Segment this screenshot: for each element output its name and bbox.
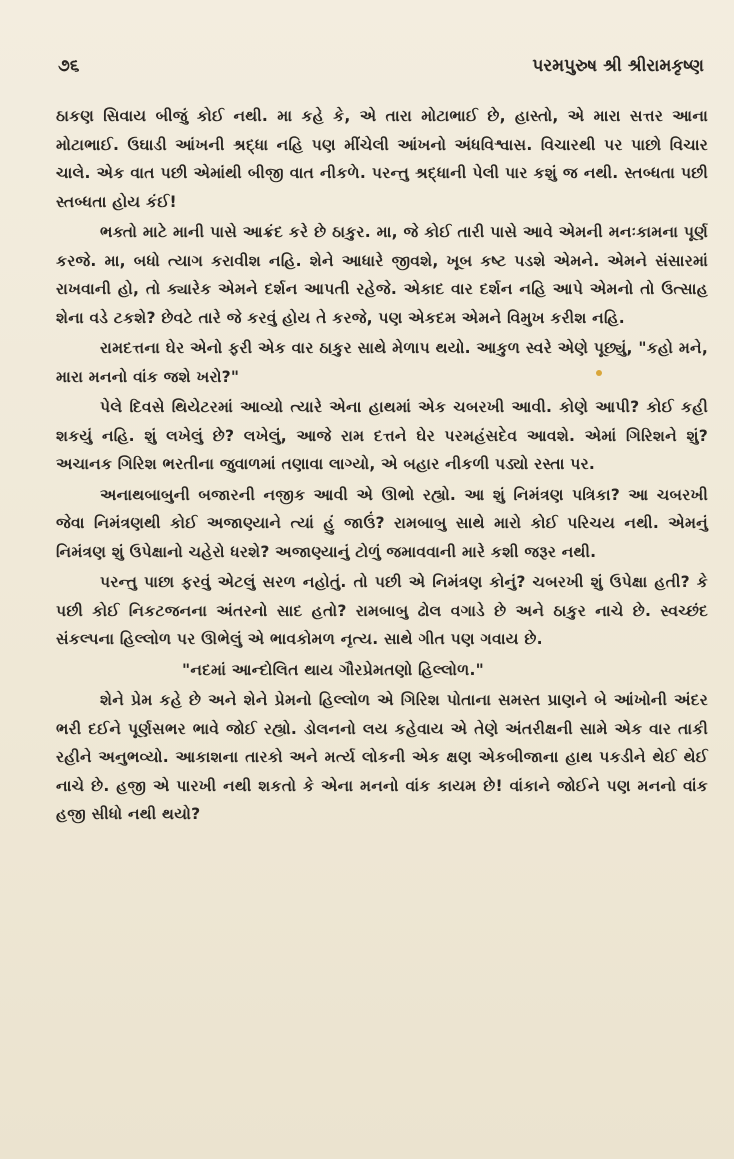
- paragraph-6: પરન્તુ પાછા ફરવું એટલું સરળ નહોતું. તો પછી એ નિમંત્રણ કોનું? ચબરખી શું ઉપેક્ષા હતી? કે પછી કોઈ નિકટજનના અંતરનો સાદ હતો? રામબાબુ ઢોલ વગાડે છે અને ઠાકુર નાચે છે. સ્વચ્છંદ સંકલ્પના હિલ્લોળ પર ઊભેલું એ ભાવકોમળ નૃત્ય. સાથે ગીત પણ ગવાય છે.: [56, 573, 708, 648]
- page-header: [58, 56, 704, 86]
- paragraph-1: ઠાકણ સિવાય બીજું કોઈ નથી. મા કહે કે, એ તારા મોટાભાઈ છે, હાસ્તો, એ મારા સત્તર આના મોટાભાઈ. ઉઘાડી આંખની શ્રદ્ધા નહિ પણ મીંચેલી આંખનો અંધવિશ્વાસ. વિચારથી પર પાછો વિચાર ચાલે. એક વાત પછી એમાંથી બીજી વાત નીકળે. પરન્તુ શ્રદ્ધાની પેલી પાર કશું જ નથી. સ્તબ્ધતા પછી સ્તબ્ધતા હોય કંઈ!: [56, 107, 708, 211]
- paragraph-4: પેલે દિવસે થિયેટરમાં આવ્યો ત્યારે એના હાથમાં એક ચબરખી આવી. કોણે આપી? કોઈ કહી શકયું નહિ. શું લખેલું છે? લખેલું, આજે રામ દત્તને ઘેર પરમહંસદેવ આવશે. એમાં ગિરિશને શું? અચાનક ગિરિશ ભરતીના જુવાળમાં તણાવા લાગ્યો, એ બહાર નીકળી પડ્યો રસ્તા પર.: [56, 398, 708, 473]
- song-quote: "નદમાં આન્દોલિત થાય ગૌરપ્રેમતણો હિલ્લોળ.": [182, 660, 484, 679]
- paragraph-3: રામદત્તના ઘેર એનો ફરી એક વાર ઠાકુર સાથે મેળાપ થયો. આકુળ સ્વરે એણે પૂછ્યું, "કહો મને, મારા મનનો વાંક જશે ખરો?": [56, 339, 708, 386]
- page-number: ૭૬: [58, 56, 80, 76]
- paragraph-2: ભક્તો માટે માની પાસે આક્રંદ કરે છે ઠાકુર. મા, જે કોઈ તારી પાસે આવે એમની મનઃકામના પૂર્ણ કરજે. મા, બધો ત્યાગ કરાવીશ નહિ. શેને આધારે જીવશે, ખૂબ કષ્ટ પડશે એમને. એમને સંસારમાં રાખવાની હો, તો ક્યારેક એમને દર્શન આપતી રહેજે. એકાદ વાર દર્શન નહિ આપે એમનો તો ઉત્સાહ શેના વડે ટકશે? છેવટે તારે જે કરવું હોય તે કરજે, પણ એકદમ એમને વિમુખ કરીશ નહિ.: [56, 223, 708, 327]
- ink-speck: [596, 370, 602, 376]
- paragraph-7: શેને પ્રેમ કહે છે અને શેને પ્રેમનો હિલ્લોળ એ ગિરિશ પોતાના સમસ્ત પ્રાણને બે આંખોની અંદર ભરી દઈને પૂર્ણસભર ભાવે જોઈ રહ્યો. ડોલનનો લય કહેવાય એ તેણે અંતરીક્ષની સામે એક વાર તાકી રહીને અનુભવ્યો. આકાશના તારકો અને મર્ત્ય લોકની એક ક્ષણ એકબીજાના હાથ પકડીને થેઈ થેઈ નાચે છે. હજી એ પારખી નથી શકતો કે એના મનનો વાંક કાયમ છે! વાંકાને જોઈને પણ મનનો વાંક હજી સીધો નથી થયો?: [56, 691, 708, 823]
- paragraph-5: અનાથબાબુની બજારની નજીક આવી એ ઊભો રહ્યો. આ શું નિમંત્રણ પત્રિકા? આ ચબરખી જેવા નિમંત્રણથી કોઈ અજાણ્યાને ત્યાં હું જાઉં? રામબાબુ સાથે મારો કોઈ પરિચય નથી. એમનું નિમંત્રણ શું ઉપેક્ષાનો ચહેરો ધરશે? અજાણ્યાનું ટોળું જમાવવાની મારે કશી જરૂર નથી.: [56, 485, 708, 561]
- running-head: પરમપુરુષ શ્રી શ્રીરામકૃષ્ણ: [532, 56, 704, 76]
- body-text: [56, 102, 708, 829]
